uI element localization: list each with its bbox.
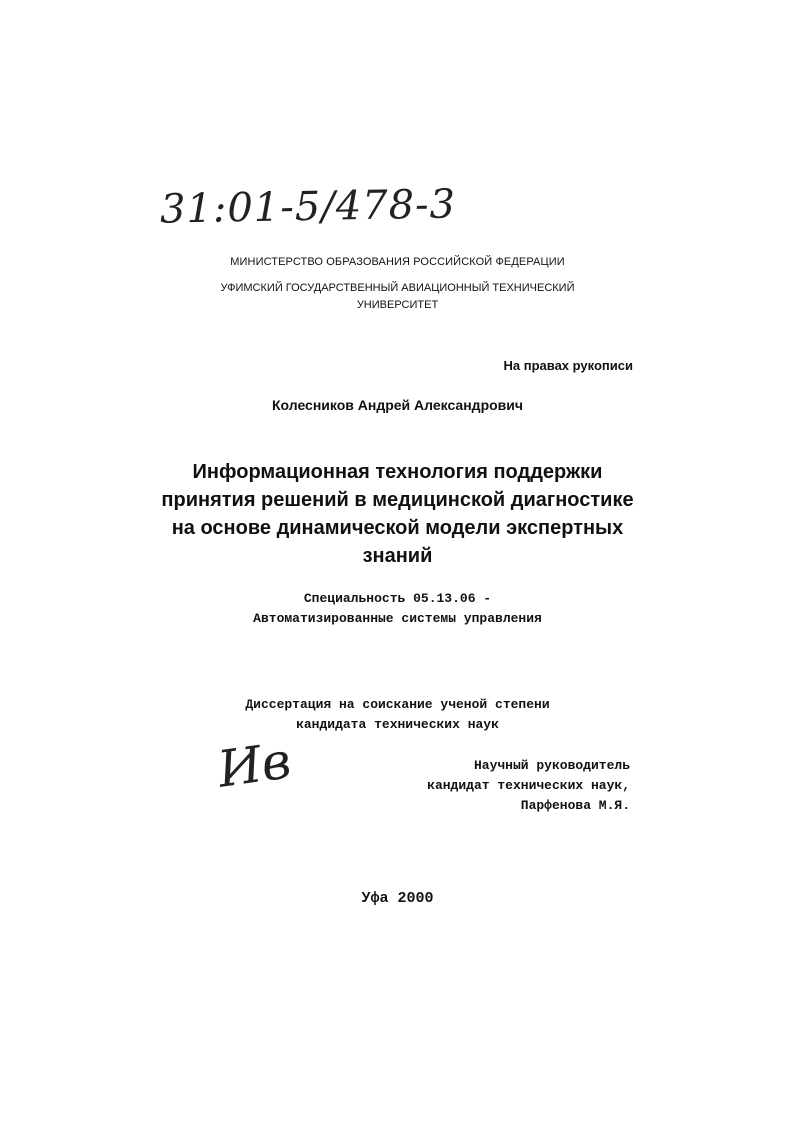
specialty-line-2: Автоматизированные системы управления [253, 611, 542, 626]
supervisor-block [390, 756, 630, 816]
title-line-3: на основе динамической модели экспертных [171, 517, 624, 539]
title-line-4: знаний [362, 545, 433, 567]
specialty-block [0, 589, 795, 629]
manuscript-rights-note: На правах рукописи [503, 358, 633, 373]
university-name-line-2: УНИВЕРСИТЕТ [356, 299, 439, 311]
title-line-1: Информационная технология поддержки [192, 461, 603, 483]
degree-block [0, 695, 795, 735]
supervisor-line-1: Научный руководитель [473, 758, 630, 773]
dissertation-title [0, 458, 795, 570]
supervisor-line-2: кандидат технических наук, [427, 778, 630, 793]
archive-code-handwritten: 31:01-5/478-3 [159, 181, 457, 233]
university-name [0, 280, 795, 314]
supervisor-line-3: Парфенова М.Я. [520, 798, 630, 813]
degree-line-2: кандидата технических наук [296, 717, 499, 732]
university-name-line-1: УФИМСКИЙ ГОСУДАРСТВЕННЫЙ АВИАЦИОННЫЙ ТЕХНИЧЕСКИЙ [220, 282, 575, 294]
author-signature: Ив [214, 731, 295, 799]
ministry-name: МИНИСТЕРСТВО ОБРАЗОВАНИЯ РОССИЙСКОЙ ФЕДЕРАЦИИ [230, 256, 565, 268]
title-line-2: принятия решений в медицинской диагностике [161, 489, 634, 511]
author-name: Колесников Андрей Александрович [271, 397, 524, 413]
specialty-line-1: Специальность 05.13.06 - [303, 591, 492, 606]
degree-line-1: Диссертация на соискание ученой степени [245, 697, 550, 712]
city-year: Уфа 2000 [361, 890, 434, 907]
